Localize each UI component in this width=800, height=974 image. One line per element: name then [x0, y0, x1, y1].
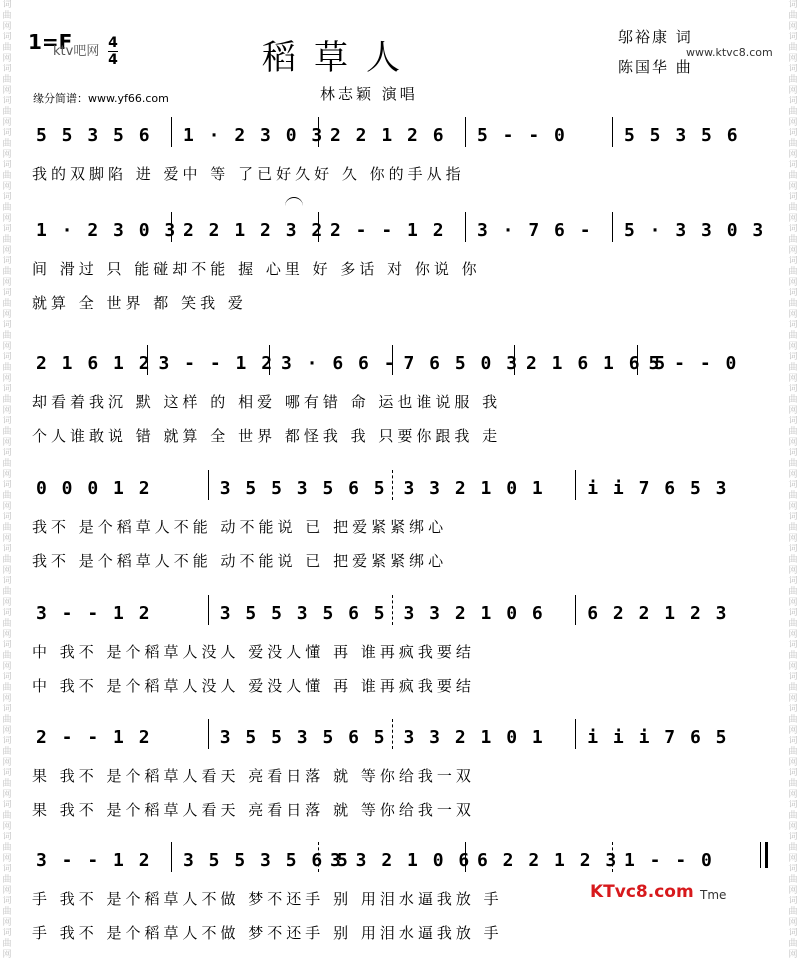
- side-watermark-text: 词曲网: [2, 192, 12, 224]
- barline: [171, 212, 172, 242]
- side-watermark-text: 词曲网: [2, 256, 12, 288]
- measure-notes: 3 5 5 3 5 6 5: [219, 603, 387, 624]
- measure-notes: 6 2 2 1 2 3: [477, 850, 619, 871]
- lyric-line: 我不 是个稻草人不能 动不能说 已 把爱紧紧绑心: [32, 518, 448, 536]
- side-watermark-text: 词曲网: [2, 64, 12, 96]
- side-watermark-text: 词曲网: [788, 416, 798, 448]
- side-watermark-text: 词曲网: [2, 352, 12, 384]
- barline: [637, 345, 638, 375]
- composer-credit: 陈国华 曲: [618, 58, 693, 76]
- measure-notes: i i i 7 6 5: [587, 727, 729, 748]
- side-watermark-text: 词曲网: [2, 288, 12, 320]
- side-watermark-text: 词曲网: [788, 320, 798, 352]
- side-watermark-text: 词曲网: [2, 640, 12, 672]
- lyric-line: 中 我不 是个稻草人没人 爱没人懂 再 谁再疯我要结: [32, 643, 475, 661]
- side-watermark-text: 词曲网: [2, 480, 12, 512]
- side-watermark-text: 词曲网: [788, 96, 798, 128]
- side-watermark-text: 词曲网: [788, 736, 798, 768]
- side-watermark-text: 词曲网: [2, 384, 12, 416]
- top-watermark: ktv吧网: [53, 44, 100, 59]
- measure-notes: 2 2 1 2 6: [330, 125, 446, 146]
- side-watermark-text: 词曲网: [2, 160, 12, 192]
- measure-notes: 0 0 0 1 2: [36, 478, 152, 499]
- side-watermark-text: 词曲网: [788, 832, 798, 864]
- measure-notes: 5 - - 0: [477, 125, 567, 146]
- measure-notes: 5 5 3 5 6: [36, 125, 152, 146]
- barline: [465, 842, 466, 872]
- barline: [208, 719, 209, 749]
- side-watermark-text: 词曲网: [788, 480, 798, 512]
- lyric-line: 手 我不 是个稻草人不做 梦不还手 别 用泪水逼我放 手: [32, 924, 503, 942]
- barline: [269, 345, 270, 375]
- barline: [392, 470, 393, 500]
- measure-notes: 3 - - 1 2: [158, 353, 275, 374]
- measure-notes: 3 3 2 1 0 6: [330, 850, 472, 871]
- measure-notes: 3 3 2 1 0 1: [403, 478, 545, 499]
- website-label: 缘分简谱：www.yf66.com: [33, 92, 169, 105]
- measure-notes: 5 · 3 3 0 3: [624, 220, 766, 241]
- lyric-line: 手 我不 是个稻草人不做 梦不还手 别 用泪水逼我放 手: [32, 890, 503, 908]
- side-watermark-text: 词曲网: [2, 448, 12, 480]
- side-watermark-left: [0, 0, 14, 974]
- side-watermark-text: 词曲网: [788, 0, 798, 32]
- barline: [171, 117, 172, 147]
- side-watermark-text: 词曲网: [788, 640, 798, 672]
- side-watermark-text: 词曲网: [2, 704, 12, 736]
- side-watermark-text: 词曲网: [788, 512, 798, 544]
- side-watermark-text: 词曲网: [788, 192, 798, 224]
- barline: [514, 345, 515, 375]
- barline: [208, 470, 209, 500]
- side-watermark-text: 词曲网: [788, 224, 798, 256]
- side-watermark-text: 词曲网: [2, 320, 12, 352]
- barline: [208, 595, 209, 625]
- barline: [147, 345, 148, 375]
- side-watermark-text: 词曲网: [788, 896, 798, 928]
- side-watermark-text: 词曲网: [788, 672, 798, 704]
- side-watermark-text: 词曲网: [2, 576, 12, 608]
- barline: [465, 212, 466, 242]
- side-watermark-text: 词曲网: [788, 128, 798, 160]
- lyric-line: 个人谁敢说 错 就算 全 世界 都怪我 我 只要你跟我 走: [32, 427, 502, 445]
- measure-notes: 3 5 5 3 5 6 5: [219, 727, 387, 748]
- key-signature: 1=F: [28, 30, 73, 54]
- measure-notes: 3 · 7 6 -: [477, 220, 593, 241]
- barline: [612, 842, 613, 872]
- side-watermark-text: 词曲网: [2, 128, 12, 160]
- side-watermark-text: 词曲网: [788, 928, 798, 960]
- side-watermark-text: 词曲网: [788, 256, 798, 288]
- side-watermark-text: 词曲网: [2, 32, 12, 64]
- side-watermark-text: 词曲网: [2, 608, 12, 640]
- measure-notes: 3 - - 1 2: [36, 603, 152, 624]
- side-watermark-text: 词曲网: [2, 416, 12, 448]
- side-watermark-text: 词曲网: [788, 704, 798, 736]
- measure-notes: 3 5 5 3 5 6 5: [183, 850, 350, 871]
- side-watermark-text: 词曲网: [2, 512, 12, 544]
- measure-notes: 3 3 2 1 0 6: [403, 603, 545, 624]
- singer-label: 林志颖 演唱: [320, 85, 418, 103]
- barline: [575, 719, 576, 749]
- site-logo: KTvc8.com: [590, 882, 694, 902]
- side-watermark-text: 词曲网: [2, 224, 12, 256]
- time-signature: 4 4: [108, 35, 118, 68]
- side-watermark-text: 词曲网: [2, 672, 12, 704]
- side-watermark-text: 词曲网: [788, 864, 798, 896]
- side-watermark-text: 词曲网: [2, 864, 12, 896]
- measure-notes: 5 - - 0: [648, 353, 739, 374]
- measure-notes: 2 2 1 2 3 2: [183, 220, 325, 241]
- side-watermark-text: 词曲网: [788, 32, 798, 64]
- lyricist-credit: 邬裕康 词: [618, 28, 693, 46]
- side-watermark-text: 词曲网: [2, 896, 12, 928]
- lyric-line: 我不 是个稻草人不能 动不能说 已 把爱紧紧绑心: [32, 552, 448, 570]
- side-watermark-text: 词曲网: [788, 64, 798, 96]
- barline: [465, 117, 466, 147]
- side-watermark-text: 词曲网: [788, 608, 798, 640]
- side-watermark-text: 词曲网: [2, 800, 12, 832]
- measure-notes: 3 5 5 3 5 6 5: [219, 478, 387, 499]
- barline: [318, 842, 319, 872]
- slur-mark: [285, 197, 303, 208]
- measure-notes: 2 1 6 1 2: [36, 353, 152, 374]
- barline: [171, 842, 172, 872]
- side-watermark-text: 词曲网: [788, 576, 798, 608]
- side-watermark-text: 词曲网: [788, 800, 798, 832]
- barline: [392, 595, 393, 625]
- side-watermark-text: 词曲网: [2, 768, 12, 800]
- barline: [392, 719, 393, 749]
- side-watermark-text: 词曲网: [788, 544, 798, 576]
- lyric-line: 就算 全 世界 都 笑我 爱: [32, 294, 247, 312]
- barline: [318, 212, 319, 242]
- site-logo-suffix: Tme: [700, 888, 727, 902]
- side-watermark-text: 词曲网: [788, 768, 798, 800]
- side-watermark-right: [786, 0, 800, 974]
- lyric-line: 果 我不 是个稻草人看天 亮看日落 就 等你给我一双: [32, 801, 475, 819]
- measure-notes: 1 · 2 3 0 3: [183, 125, 325, 146]
- side-watermark-text: 词曲网: [2, 928, 12, 960]
- barline: [575, 470, 576, 500]
- side-watermark-text: 词曲网: [2, 832, 12, 864]
- song-title: 稻草人: [262, 38, 418, 78]
- side-watermark-text: 词曲网: [788, 384, 798, 416]
- side-watermark-text: 词曲网: [788, 288, 798, 320]
- lyric-line: 果 我不 是个稻草人看天 亮看日落 就 等你给我一双: [32, 767, 475, 785]
- measure-notes: 3 - - 1 2: [36, 850, 152, 871]
- barline: [612, 117, 613, 147]
- side-watermark-text: 词曲网: [2, 96, 12, 128]
- final-barline: [760, 842, 768, 868]
- measure-notes: 5 5 3 5 6: [624, 125, 740, 146]
- measure-notes: 7 6 5 0 3: [403, 353, 520, 374]
- lyric-line: 中 我不 是个稻草人没人 爱没人懂 再 谁再疯我要结: [32, 677, 475, 695]
- measure-notes: 3 3 2 1 0 1: [403, 727, 545, 748]
- measure-notes: 2 - - 1 2: [330, 220, 446, 241]
- side-watermark-text: 词曲网: [2, 0, 12, 32]
- lyric-line: 我的双脚陷 进 爱中 等 了已好久好 久 你的手从指: [32, 165, 465, 183]
- measure-notes: 1 - - 0: [624, 850, 714, 871]
- side-watermark-text: 词曲网: [788, 352, 798, 384]
- measure-notes: 2 1 6 1 6 5: [526, 353, 668, 374]
- barline: [392, 345, 393, 375]
- lyric-line: 却看着我沉 默 这样 的 相爱 哪有错 命 运也谁说服 我: [32, 393, 502, 411]
- side-watermark-text: 词曲网: [788, 448, 798, 480]
- measure-notes: i i 7 6 5 3: [587, 478, 729, 499]
- barline: [318, 117, 319, 147]
- measure-notes: 3 · 6 6 -: [281, 353, 397, 374]
- measure-notes: 6 2 2 1 2 3: [587, 603, 729, 624]
- side-watermark-text: 词曲网: [2, 544, 12, 576]
- measure-notes: 1 · 2 3 0 3: [36, 220, 178, 241]
- barline: [575, 595, 576, 625]
- site-watermark: www.ktvc8.com: [686, 46, 773, 59]
- measure-notes: 2 - - 1 2: [36, 727, 152, 748]
- barline: [612, 212, 613, 242]
- side-watermark-text: 词曲网: [788, 160, 798, 192]
- side-watermark-text: 词曲网: [2, 736, 12, 768]
- lyric-line: 间 滑过 只 能碰却不能 握 心里 好 多话 对 你说 你: [32, 260, 481, 278]
